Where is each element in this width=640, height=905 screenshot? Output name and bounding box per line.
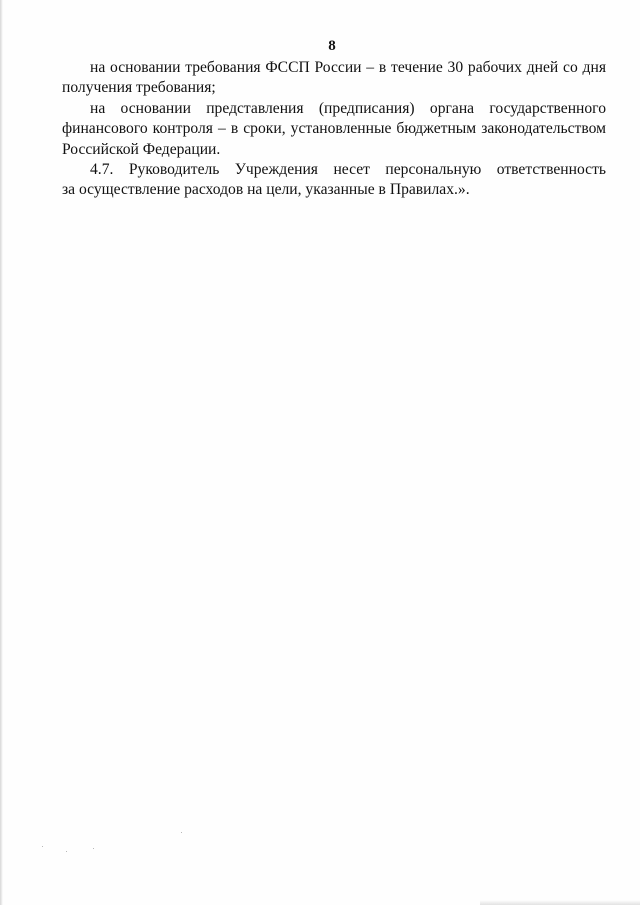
paragraph-line: на основании требования ФССП России – в течение 30 рабочих дней со дня <box>90 59 606 76</box>
paragraph-financial-control <box>62 99 606 160</box>
scan-speck <box>93 848 94 849</box>
paragraph-responsibility <box>62 160 606 201</box>
paragraph-fssp-requirement <box>62 58 606 99</box>
scan-bottom-edge <box>480 900 640 905</box>
document-body <box>62 58 606 201</box>
page-number: 8 <box>328 38 336 54</box>
scan-speck <box>42 846 43 847</box>
paragraph-line: на основании представления (предписания) органа государственного <box>90 99 606 117</box>
scan-speck <box>181 832 182 833</box>
paragraph-line: финансового контроля – в сроки, установленные бюджетным законодательством <box>62 120 606 138</box>
scan-left-edge <box>0 0 3 905</box>
paragraph-line: Российской Федерации. <box>62 140 221 158</box>
paragraph-line: получения требования; <box>62 79 216 97</box>
paragraph-line: 4.7. Руководитель Учреждения несет персональную ответственность <box>90 161 606 179</box>
scan-speck <box>66 851 67 852</box>
paragraph-line: за осуществление расходов на цели, указанные в Правилах.». <box>62 181 470 199</box>
